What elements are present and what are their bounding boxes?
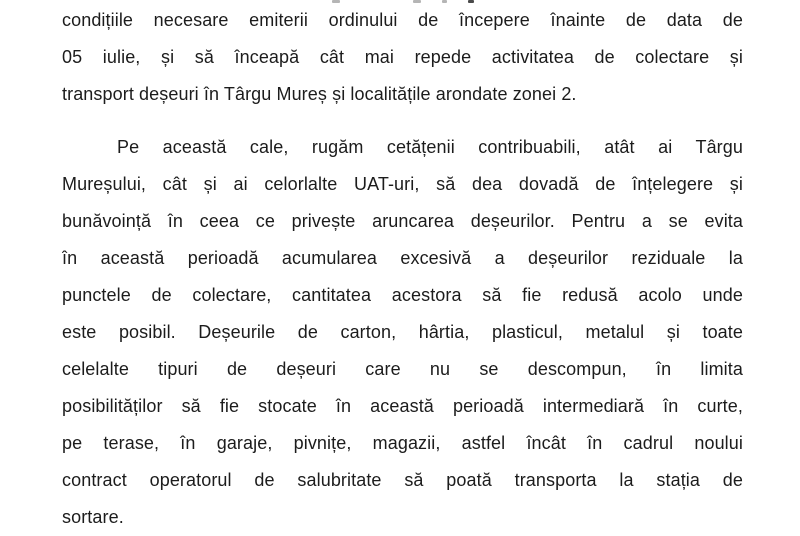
paragraph-1: [62, 2, 743, 113]
text-line: celelalte tipuri de deșeuri care nu se descompun, în limita: [62, 359, 743, 379]
text-line: este posibil. Deșeurile de carton, hârtia, plasticul, metalul și toate: [62, 322, 743, 342]
text-line: contract operatorul de salubritate să poată transporta la stația de: [62, 470, 743, 490]
text-line: Pe această cale, rugăm cetățenii contribuabili, atât ai Târgu: [117, 137, 743, 157]
text-line: punctele de colectare, cantitatea acestora să fie redusă acolo unde: [62, 285, 743, 305]
text-line: Mureșului, cât și ai celorlalte UAT-uri, să dea dovadă de înțelegere și: [62, 174, 743, 194]
text-line: pe terase, în garaje, pivnițe, magazii, astfel încât în cadrul noului: [62, 433, 743, 453]
text-line: bunăvoință în ceea ce privește aruncarea deșeurilor. Pentru a se evita: [62, 211, 743, 231]
text-line: condițiile necesare emiterii ordinului de începere înainte de data de: [62, 10, 743, 30]
text-line: 05 iulie, și să înceapă cât mai repede activitatea de colectare și: [62, 47, 743, 67]
paragraph-2: [62, 129, 743, 536]
document-body: [62, 2, 743, 536]
text-line: transport deșeuri în Târgu Mureș și localitățile arondate zonei 2.: [62, 84, 577, 104]
text-line: posibilităților să fie stocate în această perioadă intermediară în curte,: [62, 396, 743, 416]
text-line: sortare.: [62, 507, 124, 527]
text-line: în această perioadă acumularea excesivă a deșeurilor reziduale la: [62, 248, 743, 268]
